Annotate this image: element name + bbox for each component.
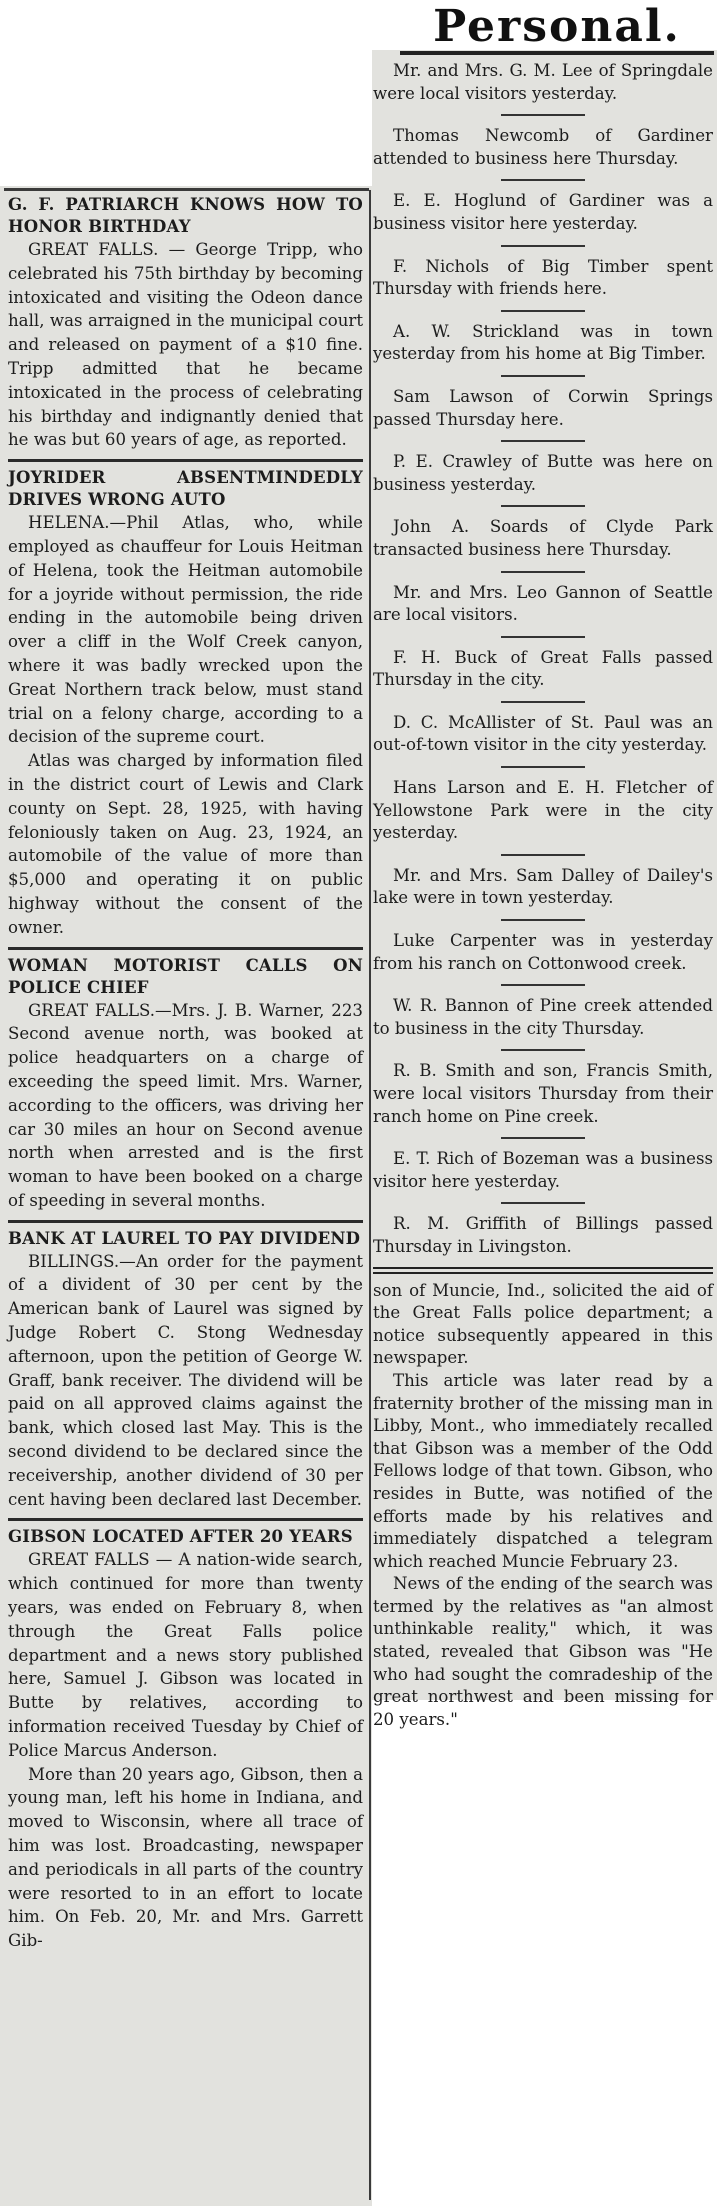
column-rule — [369, 190, 371, 2200]
continuation-paragraph: News of the ending of the search was termed by the relatives as "an almost unthinkable reality," which, it was stated, revealed that Gibson was "He who had sought the comradeship of the great northwest and been missing for 20 years." — [373, 1574, 713, 1729]
continuation-paragraph: This article was later read by a fraternity brother of the missing man in Libby, Mont., who immediately recalled that Gibson was a member of the Odd Fellows lodge of that town. Gibson, who resides in Butte, was notified of the efforts made by his relatives and immediately dispatched a telegram which reached Muncie February 23. — [373, 1370, 713, 1571]
item-separator — [501, 179, 585, 181]
article-woman-motorist — [8, 955, 363, 1213]
article-paragraph: HELENA.—Phil Atlas, who, while employed as chauffeur for Louis Heitman of Helena, took the Heitman automobile for a joyride without permission, the ride ending in the automobile being driven over a cliff in the Wolf Creek canyon, where it was badly wrecked upon the Great Northern track below, must stand trial on a felony charge, according to a decision of the supreme court. — [8, 513, 363, 747]
article-paragraph: More than 20 years ago, Gibson, then a young man, left his home in Indiana, and moved to Wisconsin, where all trace of him was lost. Broadcasting, newspaper and periodicals in all parts of the country were resorted to in an effort to locate him. On Feb. 20, Mr. and Mrs. Garrett Gib- — [8, 1764, 363, 1951]
article-paragraph: Atlas was charged by information filed in the district court of Lewis and Clark county on Sept. 28, 1925, with having feloniously taken on Aug. 23, 1924, an automobile of the value of more than $5,000 and operating it on public highway without the consent of the owner. — [8, 751, 363, 937]
item-separator — [501, 440, 585, 442]
item-separator — [501, 701, 585, 703]
item-separator — [501, 636, 585, 638]
article-paragraph: GREAT FALLS. — George Tripp, who celebrated his 75th birthday by becoming intoxicated and visiting the Odeon dance hall, was arraigned in the municipal court and released on payment of a $10 fine. Tripp admitted that he became intoxicated in the process of celebrating his birthday and indignantly denied that he was but 60 years of age, as reported. — [8, 240, 363, 450]
headline: GIBSON LOCATED AFTER 20 YEARS — [8, 1527, 353, 1547]
continuation-paragraph: son of Muncie, Ind., solicited the aid of the Great Falls police department; a notice subsequently appeared in this newspaper. — [373, 1280, 713, 1368]
headline: G. F. PATRIARCH KNOWS HOW TO HONOR BIRTHDAY — [8, 195, 363, 236]
headline: WOMAN MOTORIST CALLS ON POLICE CHIEF — [8, 955, 363, 997]
article-divider — [8, 1220, 363, 1223]
item-separator — [501, 114, 585, 116]
item-separator — [501, 1049, 585, 1051]
personal-item: E. E. Hoglund of Gardiner was a business visitor here yesterday. — [373, 191, 713, 233]
personal-item: F. Nichols of Big Timber spent Thursday with friends here. — [373, 256, 713, 299]
personal-item: Mr. and Mrs. Sam Dalley of Dailey's lake were in town yesterday. — [373, 865, 713, 908]
section-divider — [373, 1267, 713, 1274]
personal-item: Mr. and Mrs. G. M. Lee of Springdale were local visitors yesterday. — [373, 61, 713, 103]
personal-item: E. T. Rich of Bozeman was a business visitor here yesterday. — [373, 1149, 713, 1191]
item-separator — [501, 1137, 585, 1139]
personal-item: W. R. Bannon of Pine creek attended to business in the city Thursday. — [373, 996, 713, 1038]
item-separator — [501, 766, 585, 768]
article-paragraph: GREAT FALLS.—Mrs. J. B. Warner, 223 Second avenue north, was booked at police headquarters on a charge of exceeding the speed limit. Mrs. Warner, according to the officers, was driving her car 30 miles an hour on Second avenue north when arrested and is the first woman to have been booked on a charge of speeding in several months. — [8, 1000, 363, 1210]
item-separator — [501, 571, 585, 573]
item-separator — [501, 505, 585, 507]
item-separator — [501, 310, 585, 312]
personal-item: R. M. Griffith of Billings passed Thursday in Livingston. — [373, 1214, 713, 1256]
personal-item: Luke Carpenter was in yesterday from his ranch on Cottonwood creek. — [373, 931, 713, 973]
article-gibson — [8, 1526, 363, 1953]
article-divider — [8, 459, 363, 462]
article-paragraph: GREAT FALLS — A nation-wide search, which continued for more than twenty years, was ended on February 8, when through the Great Falls police department and a news story published here, Samuel J. Gibson was located in Butte by relatives, according to information received Tuesday by Chief of Police Marcus Anderson. — [8, 1550, 363, 1760]
article-bank-laurel — [8, 1228, 363, 1512]
left-column — [8, 194, 363, 1953]
item-separator — [501, 245, 585, 247]
personal-item: F. H. Buck of Great Falls passed Thursday in the city. — [373, 647, 713, 690]
article-patriarch — [8, 194, 363, 452]
personal-item: Sam Lawson of Corwin Springs passed Thursday here. — [373, 386, 713, 429]
personal-masthead: Personal. — [400, 3, 714, 55]
column-rule-top — [4, 188, 369, 191]
personal-item: Thomas Newcomb of Gardiner attended to business here Thursday. — [373, 126, 713, 168]
personal-item: John A. Soards of Clyde Park transacted business here Thursday. — [373, 517, 713, 559]
item-separator — [501, 854, 585, 856]
personal-item: A. W. Strickland was in town yesterday from his home at Big Timber. — [373, 321, 713, 364]
headline: JOYRIDER ABSENTMINDEDLY DRIVES WRONG AUTO — [8, 468, 363, 510]
personal-item: Hans Larson and E. H. Fletcher of Yellowstone Park were in the city yesterday. — [373, 778, 713, 843]
item-separator — [501, 375, 585, 377]
headline: BANK AT LAUREL TO PAY DIVIDEND — [8, 1228, 361, 1248]
personal-item: R. B. Smith and son, Francis Smith, were local visitors Thursday from their ranch home on Pine creek. — [373, 1061, 713, 1126]
item-separator — [501, 919, 585, 921]
personal-item: P. E. Crawley of Butte was here on business yesterday. — [373, 452, 713, 494]
personals-column — [373, 60, 713, 1731]
article-divider — [8, 947, 363, 950]
personal-item: D. C. McAllister of St. Paul was an out-of-town visitor in the city yesterday. — [373, 712, 713, 755]
article-paragraph: BILLINGS.—An order for the payment of a divident of 30 per cent by the American bank of Laurel was signed by Judge Robert C. Stong Wednesday afternoon, upon the petition of George W. Graff, bank receiver. The dividend will be paid on all approved claims against the bank, which closed last May. This is the second dividend to be declared since the receivership, another dividend of 30 per cent having been declared last December. — [8, 1251, 363, 1509]
personal-item: Mr. and Mrs. Leo Gannon of Seattle are local visitors. — [373, 582, 713, 625]
article-joyrider — [8, 467, 363, 939]
item-separator — [501, 984, 585, 986]
item-separator — [501, 1202, 585, 1204]
article-divider — [8, 1518, 363, 1521]
